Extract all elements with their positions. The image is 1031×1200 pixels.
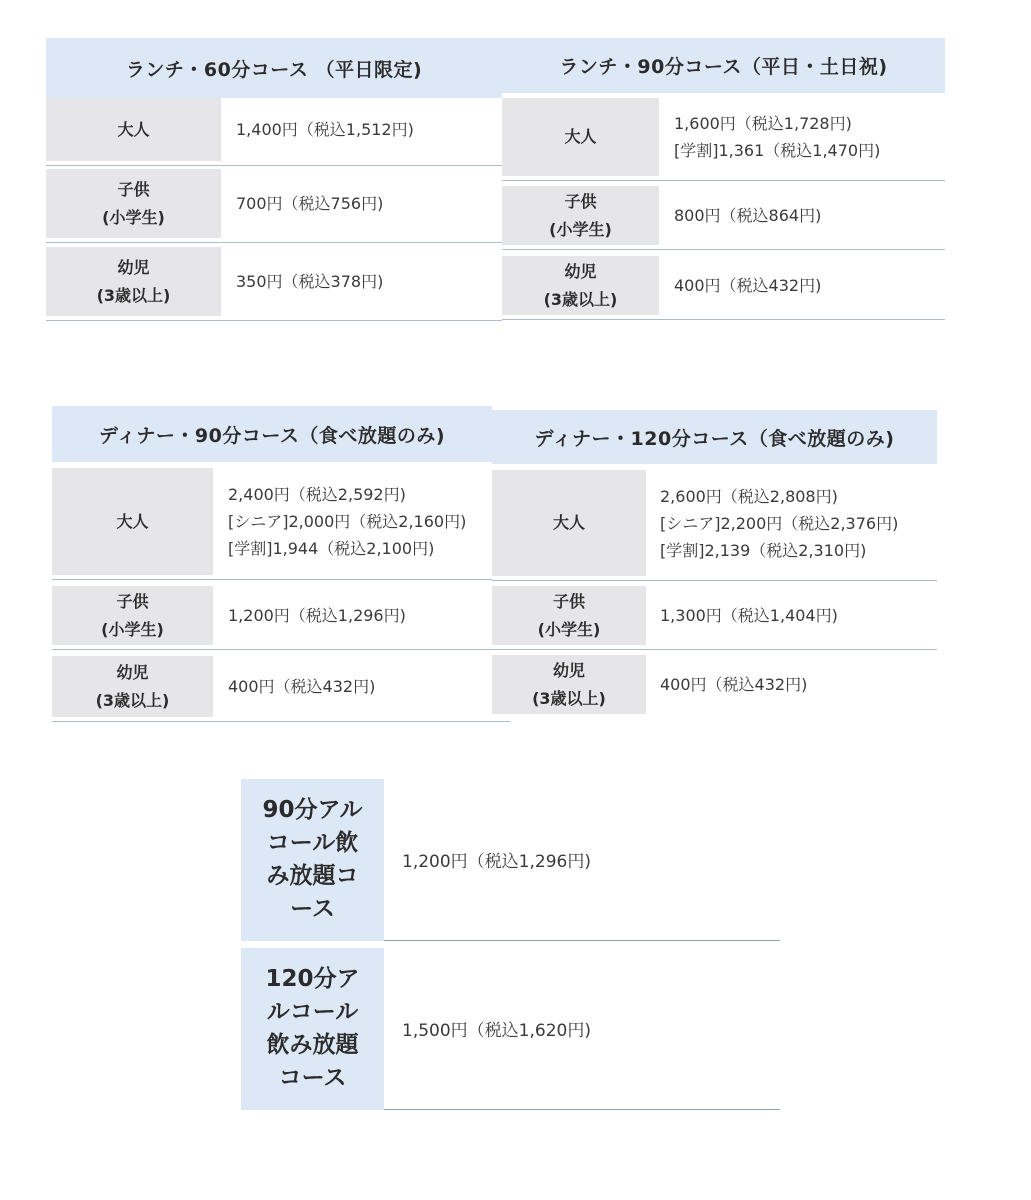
row-label-line: (小学生)	[549, 219, 612, 239]
row-value	[674, 186, 945, 245]
dinner-120-table	[492, 410, 937, 720]
table-row-child	[52, 586, 492, 650]
row-label-line: 幼児	[117, 257, 150, 277]
table-title: ランチ・90分コース（平日・土日祝)	[502, 38, 945, 93]
price-text: 800円（税込864円)	[674, 206, 822, 225]
table-row-child	[492, 586, 937, 650]
row-label-line: 幼児	[116, 662, 149, 682]
row-label-line: 大人	[117, 119, 150, 139]
row-label-line: (3歳以上)	[543, 289, 618, 309]
row-value	[660, 470, 937, 576]
row-value	[228, 586, 492, 645]
row-value	[660, 586, 937, 645]
row-label	[502, 256, 659, 315]
row-label	[492, 470, 646, 576]
price-text: 1,200円（税込1,296円)	[228, 606, 406, 625]
price-text: 400円（税込432円)	[674, 276, 822, 295]
row-label-line: (3歳以上)	[532, 688, 606, 708]
price-text: 1,300円（税込1,404円)	[660, 606, 838, 625]
row-label-line: (小学生)	[537, 619, 601, 639]
row-label-line: (3歳以上)	[96, 285, 171, 305]
row-label	[52, 656, 213, 717]
price-text: [学割]2,139（税込2,310円)	[660, 540, 867, 560]
drink-label	[241, 779, 384, 941]
row-label-line: 子供	[552, 591, 585, 611]
row-label-line: (小学生)	[102, 207, 165, 227]
row-value	[674, 256, 945, 315]
row-label	[52, 586, 213, 645]
row-label	[46, 169, 221, 238]
table-row-child	[46, 169, 502, 243]
price-text: 700円（税込756円)	[236, 194, 384, 213]
lunch-60-table	[46, 38, 502, 322]
drink-row-120	[241, 948, 780, 1110]
price-text: 400円（税込432円)	[660, 675, 808, 694]
row-label	[502, 98, 659, 176]
table-row-adult	[46, 98, 502, 166]
drink-price: 1,500円（税込1,620円)	[384, 948, 780, 1110]
price-text: [学割]1,944（税込2,100円)	[228, 539, 435, 558]
price-text: 1,600円（税込1,728円)	[674, 114, 852, 133]
row-label	[492, 586, 646, 645]
row-value	[236, 98, 502, 161]
row-label-line: 子供	[116, 591, 149, 611]
lunch-90-table	[502, 38, 945, 322]
drink-table	[241, 779, 780, 1111]
table-row-adult	[492, 470, 937, 581]
row-label-line: 子供	[117, 179, 150, 199]
price-text: 2,400円（税込2,592円)	[228, 485, 406, 504]
row-value	[660, 655, 937, 714]
table-row-adult	[502, 98, 945, 181]
dinner-90-table	[52, 406, 510, 723]
drink-price: 1,200円（税込1,296円)	[384, 779, 780, 941]
price-text: 1,400円（税込1,512円)	[236, 120, 414, 139]
row-label-line: 幼児	[564, 261, 597, 281]
price-text: 350円（税込378円)	[236, 272, 384, 291]
row-label	[46, 98, 221, 161]
price-text: 2,600円（税込2,808円)	[660, 486, 838, 506]
row-value	[228, 656, 510, 717]
drink-label-text: 90分アルコール飲み放題コース	[262, 797, 363, 922]
price-text: [学割]1,361（税込1,470円)	[674, 141, 881, 160]
drink-label-text: 120分アルコール飲み放題コース	[265, 966, 360, 1091]
row-label-line: (3歳以上)	[95, 690, 170, 710]
drink-row-90	[241, 779, 780, 941]
row-label	[502, 186, 659, 245]
table-title: ディナー・90分コース（食べ放題のみ)	[52, 406, 492, 462]
drink-label	[241, 948, 384, 1110]
row-label-line: 幼児	[552, 660, 585, 680]
row-label	[492, 655, 646, 714]
row-label	[52, 468, 213, 575]
row-label	[46, 247, 221, 316]
row-label-line: 子供	[564, 191, 597, 211]
row-value	[236, 247, 502, 316]
price-text: [シニア]2,000円（税込2,160円)	[228, 512, 467, 531]
table-title: ディナー・120分コース（食べ放題のみ)	[492, 410, 937, 464]
row-label-line: 大人	[552, 513, 585, 532]
row-label-line: 大人	[564, 127, 597, 146]
table-row-toddler	[46, 247, 502, 321]
price-text: [シニア]2,200円（税込2,376円)	[660, 513, 899, 533]
table-row-child	[502, 186, 945, 250]
row-label-line: 大人	[116, 511, 149, 531]
row-label-line: (小学生)	[101, 619, 164, 639]
table-row-toddler	[502, 256, 945, 320]
table-row-toddler	[52, 656, 510, 722]
table-title: ランチ・60分コース （平日限定)	[46, 38, 502, 98]
price-text: 400円（税込432円)	[228, 677, 376, 696]
row-value	[236, 169, 502, 238]
table-row-adult	[52, 468, 492, 580]
row-value	[228, 468, 492, 575]
row-value	[674, 98, 945, 176]
table-row-toddler	[492, 655, 937, 718]
